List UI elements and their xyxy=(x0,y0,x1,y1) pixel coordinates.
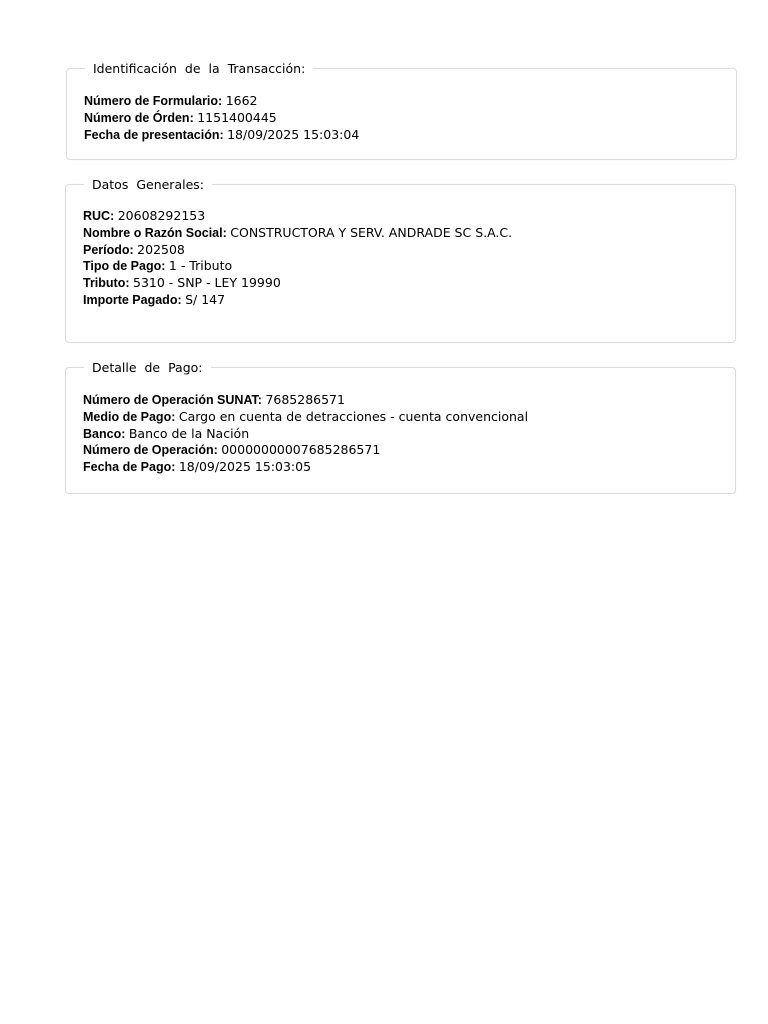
periodo-row xyxy=(83,242,512,259)
field-label: Fecha de presentación: xyxy=(84,127,228,142)
section-legend: Identificación de la Transacción: xyxy=(85,60,313,77)
medio-pago-row xyxy=(83,409,528,426)
field-label: Número de Formulario: xyxy=(84,94,226,108)
fecha-pago-value: 18/09/2025 15:03:05 xyxy=(178,459,312,475)
periodo-value: 202508 xyxy=(137,241,185,257)
tipo-pago-value: 1 - Tributo xyxy=(168,258,233,274)
identificacion-transaccion-section xyxy=(66,61,737,160)
field-label: Tipo de Pago: xyxy=(83,259,169,274)
datos-generales-section xyxy=(65,177,736,343)
section-legend: Datos Generales: xyxy=(84,176,212,193)
numero-orden-row xyxy=(84,110,359,127)
numero-operacion-row xyxy=(83,442,528,459)
banco-value: Banco de la Nación xyxy=(128,425,250,441)
field-label: Número de Órden: xyxy=(84,110,198,125)
tributo-row xyxy=(83,275,512,292)
numero-operacion-value: 00000000007685286571 xyxy=(221,442,381,458)
identificacion-fields xyxy=(84,93,359,143)
field-label: Tributo: xyxy=(83,276,133,291)
operacion-sunat-row xyxy=(83,392,528,409)
numero-formulario-value: 1662 xyxy=(225,93,258,108)
detalle-pago-fields xyxy=(83,392,528,476)
medio-pago-value: Cargo en cuenta de detracciones - cuenta convencional xyxy=(178,408,529,424)
ruc-row xyxy=(83,208,512,225)
tributo-value: 5310 - SNP - LEY 19990 xyxy=(133,275,281,291)
importe-pagado-row xyxy=(83,292,512,309)
banco-row xyxy=(83,426,528,443)
field-label: Número de Operación SUNAT: xyxy=(83,393,266,407)
datos-generales-fields xyxy=(83,208,512,309)
fecha-presentacion-value: 18/09/2025 15:03:04 xyxy=(227,126,360,142)
field-label: Importe Pagado: xyxy=(83,292,186,307)
field-label: RUC: xyxy=(83,209,118,223)
razon-social-row xyxy=(83,225,512,242)
field-label: Banco: xyxy=(83,426,129,441)
tipo-pago-row xyxy=(83,258,512,275)
numero-orden-value: 1151400445 xyxy=(197,109,277,125)
section-legend: Detalle de Pago: xyxy=(84,359,211,376)
ruc-value: 20608292153 xyxy=(117,208,206,223)
numero-formulario-row xyxy=(84,93,359,110)
operacion-sunat-value: 7685286571 xyxy=(265,392,345,407)
field-label: Período: xyxy=(83,242,138,257)
field-label: Fecha de Pago: xyxy=(83,460,179,475)
importe-pagado-value: S/ 147 xyxy=(185,291,226,307)
fecha-presentacion-row xyxy=(84,127,359,144)
fecha-pago-row xyxy=(83,459,528,476)
razon-social-value: CONSTRUCTORA Y SERV. ANDRADE SC S.A.C. xyxy=(230,224,513,240)
field-label: Medio de Pago: xyxy=(83,409,179,424)
field-label: Número de Operación: xyxy=(83,443,222,458)
detalle-pago-section xyxy=(65,360,736,494)
field-label: Nombre o Razón Social: xyxy=(83,225,231,240)
